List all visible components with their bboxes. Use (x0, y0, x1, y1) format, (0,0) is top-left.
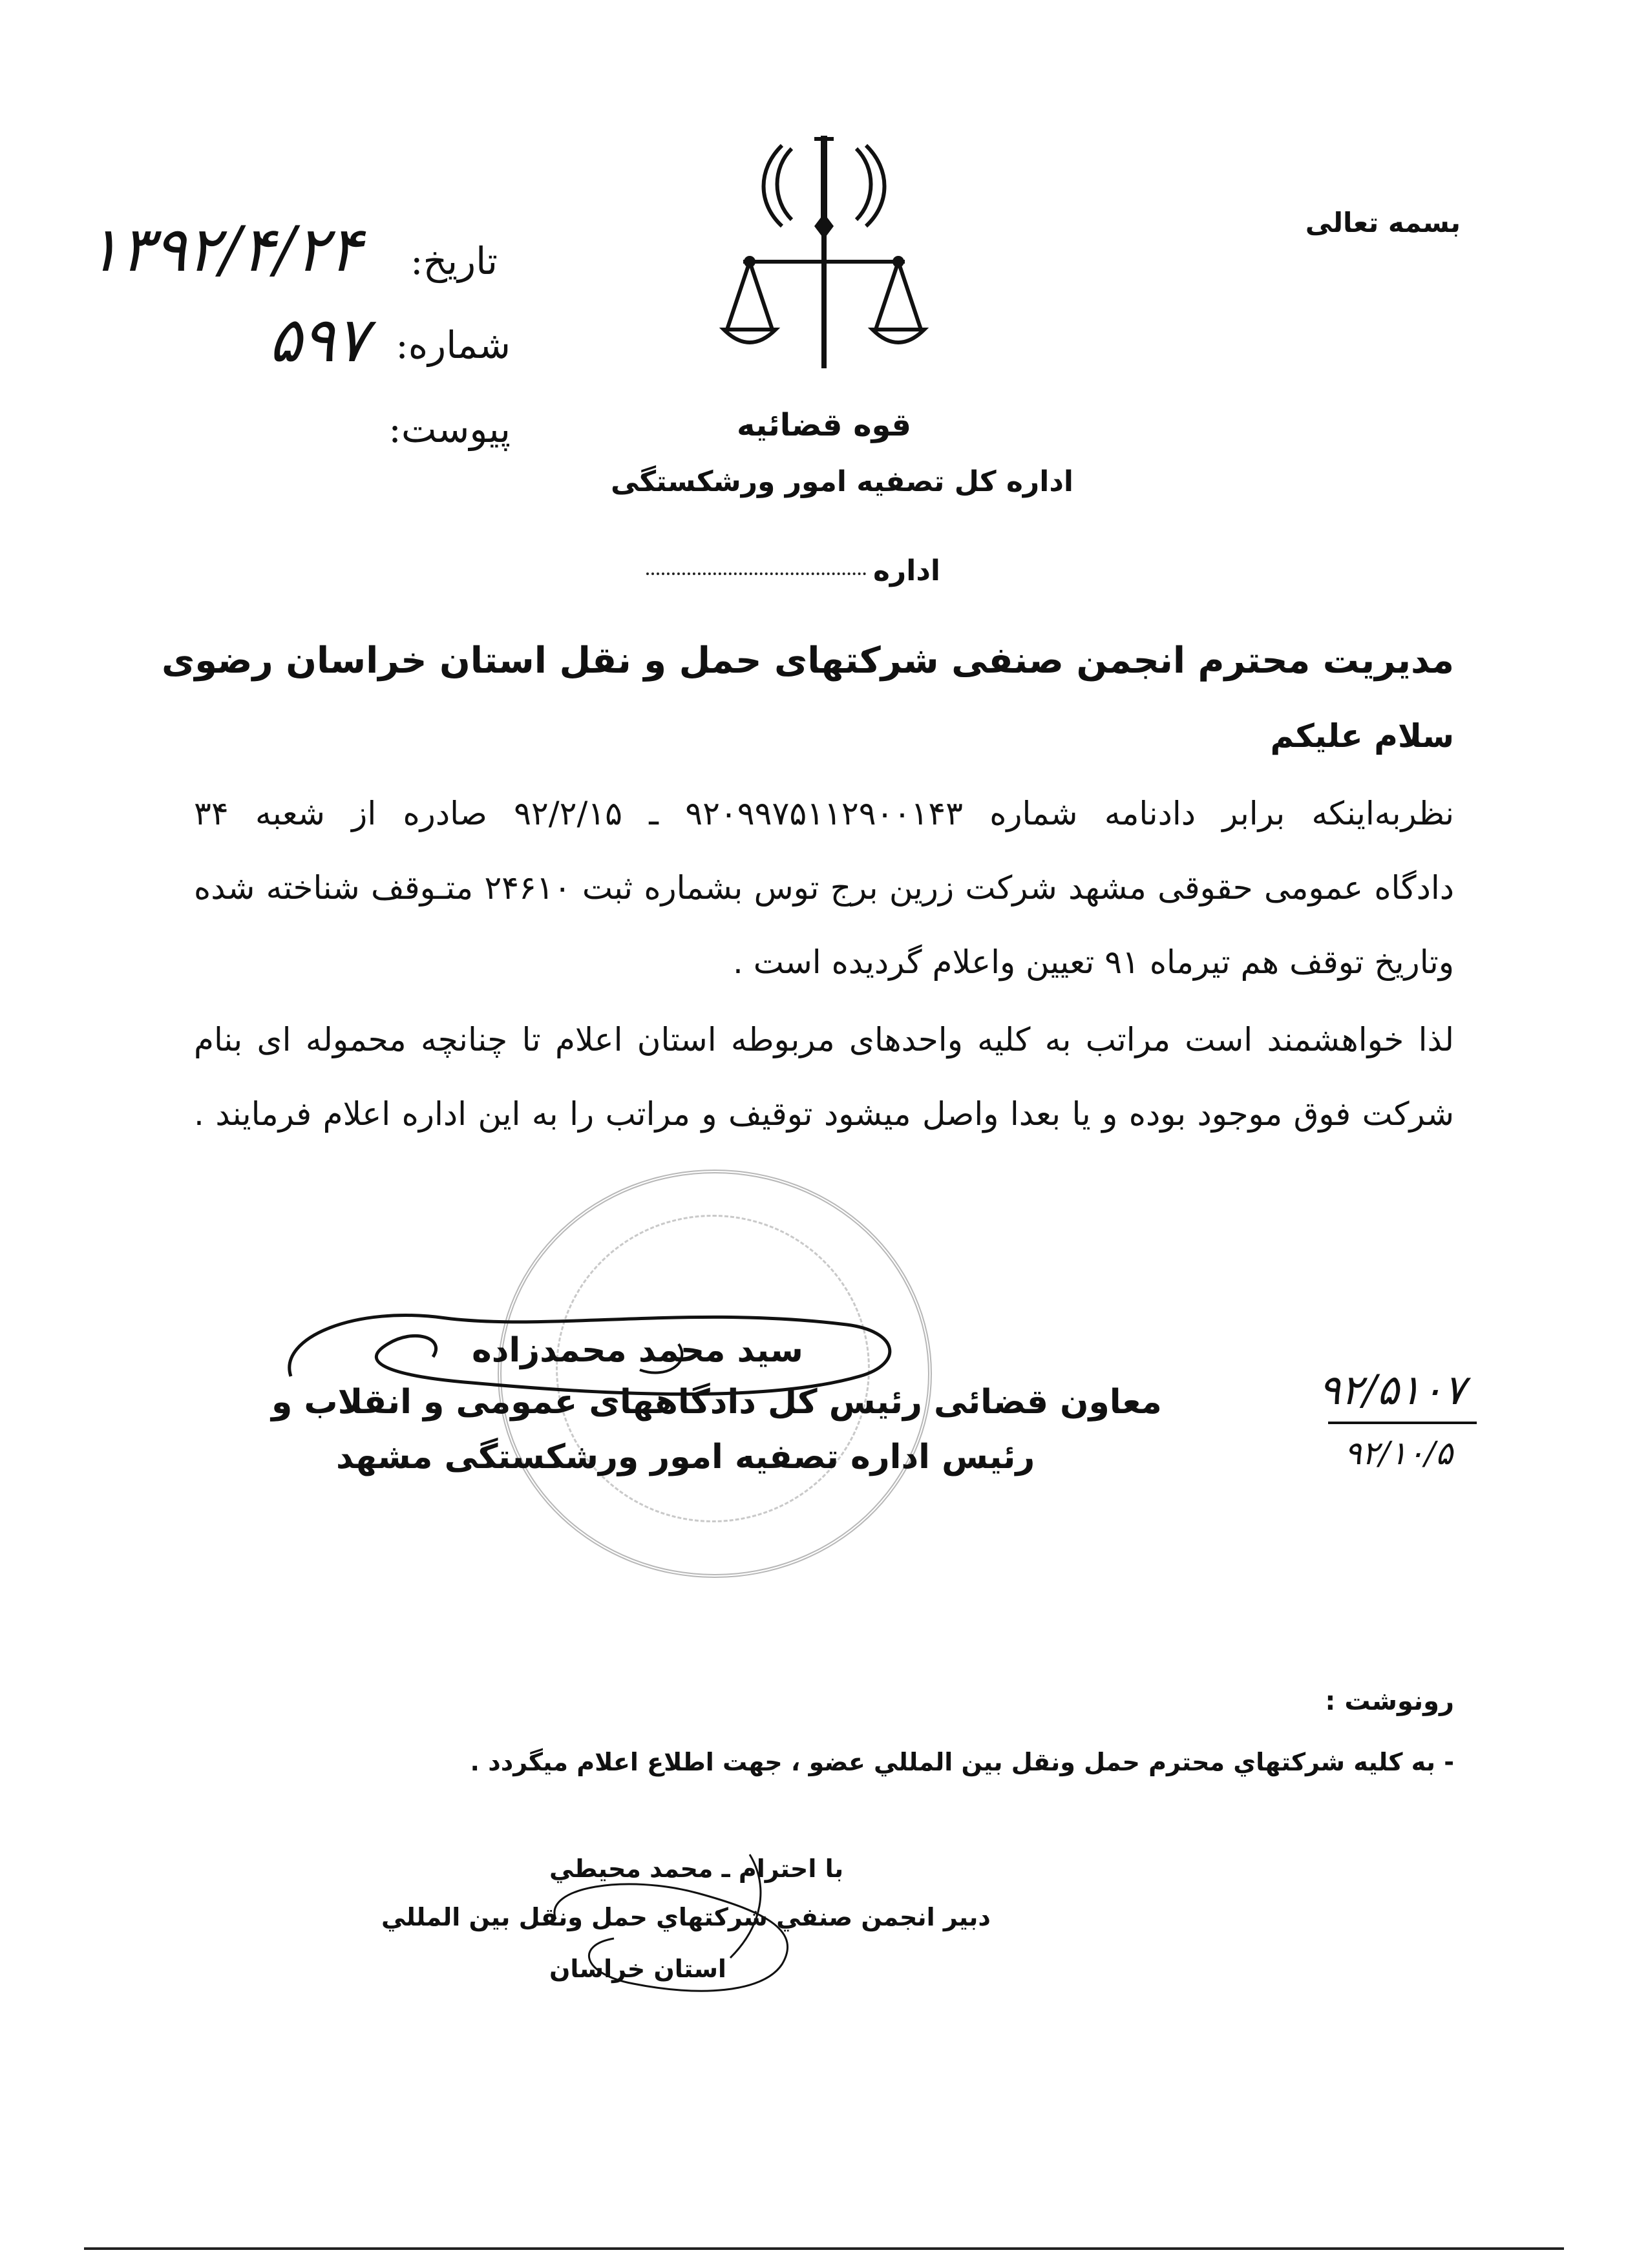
recipient: مدیریت محترم انجمن صنفی شرکتهای حمل و نقل استان خراسان رضوی (161, 640, 1454, 682)
closing-role-2: استان خراسان (549, 1955, 726, 1983)
iran-emblem-icon (717, 123, 931, 394)
registration-underline (1328, 1422, 1477, 1424)
date-value: ۱۳۹۲/۴/۲۴ (87, 213, 362, 286)
body-line-5: شرکت فوق موجود بوده و یا بعدا واصل میشود توقیف و مراتب را به این اداره اعلام فرمایند . (194, 1095, 1454, 1133)
body-line-3: وتاریخ توقف هم تیرماه ۹۱ تعیین واعلام گردیده است . (733, 943, 1454, 981)
cc-label: رونوشت : (1325, 1686, 1454, 1716)
closing-regards: با احترام ـ محمد محيطي (549, 1854, 844, 1883)
footer-rule (84, 2247, 1564, 2250)
greeting: سلام علیکم (1270, 717, 1454, 755)
number-label: شماره: (396, 323, 511, 367)
attachment-label: پیوست: (388, 407, 511, 451)
closing-role-1: دبير انجمن صنفي شركتهاي حمل ونقل بين المللي (381, 1903, 991, 1931)
body-line-1: نظربه‌اینکه برابر دادنامه شماره ۹۲۰۹۹۷۵۱۱۲۹۰۰۱۴۳ ـ ۹۲/۲/۱۵ صادره از شعبه ۳۴ (194, 795, 1455, 832)
registration-date: ۹۲/۱۰/۵ (1344, 1434, 1453, 1472)
signer-name: سید محمد محمدزاده (472, 1331, 803, 1370)
office-dotted-line (646, 572, 866, 575)
office-line (646, 554, 940, 587)
org-name: قوه قضائیه (737, 407, 912, 443)
body-line-4: لذا خواهشمند است مراتب به کلیه واحدهای مربوطه استان اعلام تا چنانچه محموله ای بنام (194, 1021, 1454, 1058)
body-line-2: دادگاه عمومی حقوقی مشهد شرکت زرین برج توس بشماره ثبت ۲۴۶۱۰ متـوقف شناخته شده (194, 869, 1454, 907)
cc-text: - به كليه شركتهاي محترم حمل ونقل بين المللي عضو ، جهت اطلاع اعلام ميگردد . (470, 1748, 1454, 1776)
date-label: تاریخ: (410, 239, 498, 283)
org-department: اداره کل تصفیه امور ورشکستگی (611, 465, 1073, 498)
signer-title-2: رئیس اداره تصفیه امور ورشکستگی مشهد (336, 1438, 1035, 1476)
basmala: بسمه تعالی (1305, 207, 1461, 238)
signer-title-1: معاون قضائی رئیس کل دادگاههای عمومی و انقلاب و (271, 1383, 1162, 1422)
registration-number: ۹۲/۵۱۰۷ (1318, 1367, 1466, 1414)
office-label: اداره (872, 554, 940, 587)
number-value: ۵۹۷ (268, 304, 368, 376)
